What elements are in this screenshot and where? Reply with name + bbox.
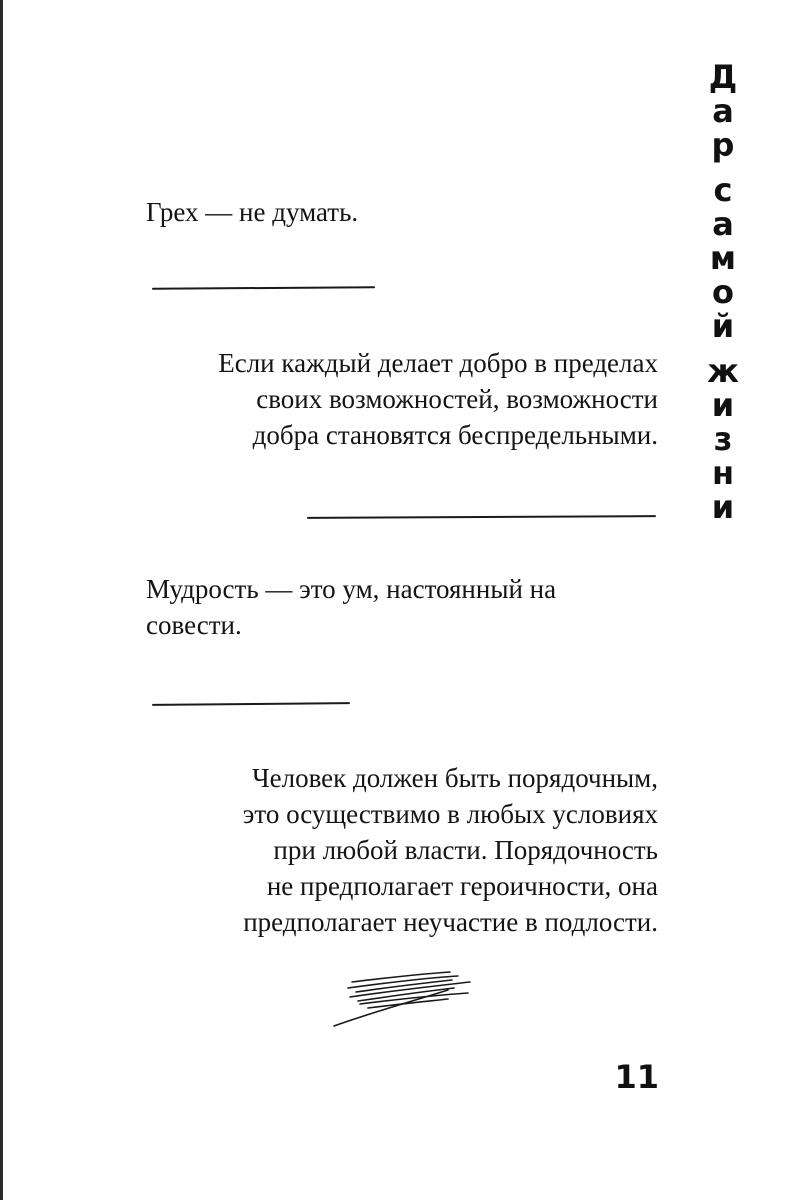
quote-4-line-3: при любой власти. Порядочность <box>273 835 658 865</box>
quote-4-line-5: предполагает неучастие в подлости. <box>243 907 658 937</box>
running-title-letter: м <box>709 239 737 277</box>
quote-1 <box>146 194 546 230</box>
running-title-word-1 <box>700 60 746 162</box>
running-title-letter: з <box>713 420 733 458</box>
scribble-ornament <box>330 968 475 1030</box>
quote-3-line-1: Мудрость — это ум, настоянный на <box>146 574 557 604</box>
running-title-letter: й <box>711 307 735 345</box>
running-title-letter: ж <box>707 352 739 390</box>
quote-4-line-1: Человек должен быть порядочным, <box>252 763 658 793</box>
running-title-word-2 <box>700 173 746 343</box>
page-number: 11 <box>614 1058 659 1096</box>
divider-line-3 <box>152 702 350 706</box>
quote-4-line-4: не предполагает героичности, она <box>266 871 658 901</box>
quote-2-line-1: Если каждый делает добро в пределах <box>218 348 658 378</box>
running-title-letter: р <box>711 126 735 164</box>
running-title-letter: и <box>711 488 735 526</box>
page-edge-border <box>0 0 3 1200</box>
running-title-letter: н <box>711 454 735 492</box>
quote-4-line-2: это осуществимо в любых условиях <box>242 799 658 829</box>
divider-line-2 <box>307 515 656 519</box>
running-title-letter: а <box>712 205 734 243</box>
divider-line-1 <box>152 286 375 290</box>
running-title-word-3 <box>700 354 746 524</box>
quote-2 <box>140 345 658 453</box>
quote-4 <box>120 760 658 940</box>
running-title-vertical <box>700 60 746 535</box>
running-title-letter: Д <box>708 58 738 96</box>
quote-3 <box>146 571 616 643</box>
quote-2-line-3: добра становятся беспредельными. <box>252 420 658 450</box>
running-title-letter: а <box>712 92 734 130</box>
running-title-letter: с <box>713 171 733 209</box>
running-title-letter: и <box>711 386 735 424</box>
running-title-letter: о <box>712 273 734 311</box>
quote-3-line-2: совести. <box>146 610 242 640</box>
quote-1-line-1: Грех — не думать. <box>146 197 359 227</box>
quote-2-line-2: своих возможностей, возможности <box>256 384 658 414</box>
